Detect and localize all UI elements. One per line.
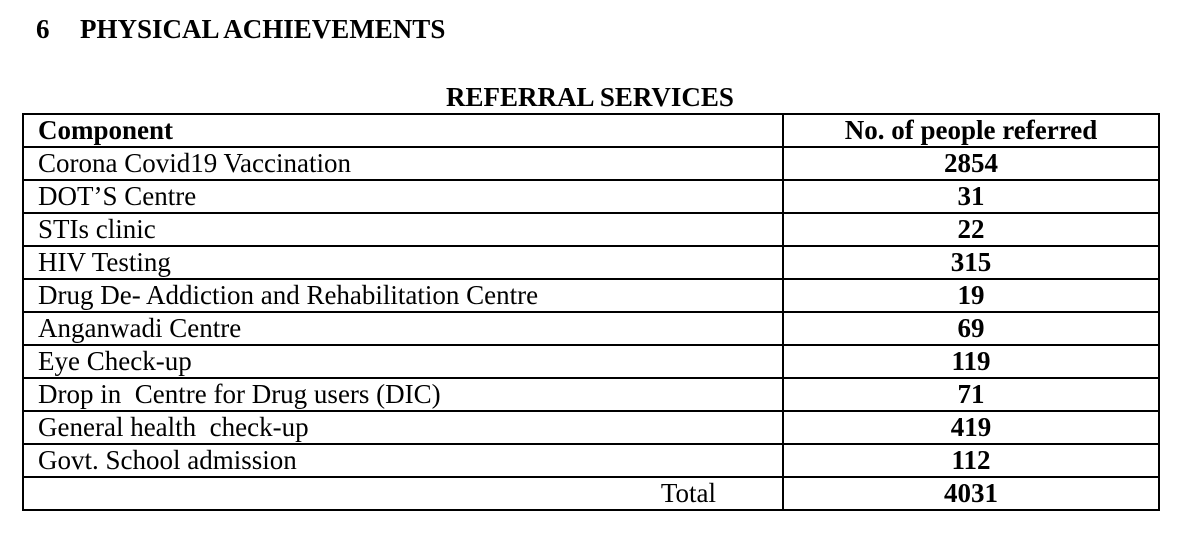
table-row [23,378,1159,411]
table-row [23,180,1159,213]
component-cell: HIV Testing [23,246,783,279]
referral-services-table [22,113,1160,511]
count-cell: 119 [783,345,1159,378]
header-people-referred: No. of people referred [783,114,1159,147]
table-row [23,213,1159,246]
count-cell: 71 [783,378,1159,411]
count-cell: 315 [783,246,1159,279]
count-cell: 419 [783,411,1159,444]
component-cell: Eye Check-up [23,345,783,378]
component-cell: Drop in Centre for Drug users (DIC) [23,378,783,411]
component-cell: Drug De- Addiction and Rehabilitation Centre [23,279,783,312]
total-label: Total [23,477,783,510]
count-cell: 69 [783,312,1159,345]
table-header-row [23,114,1159,147]
count-cell: 19 [783,279,1159,312]
count-cell: 22 [783,213,1159,246]
header-component: Component [23,114,783,147]
table-row [23,411,1159,444]
section-number: 6 [36,14,50,44]
section-title: PHYSICAL ACHIEVEMENTS [80,14,446,44]
table-row [23,444,1159,477]
component-cell: Anganwadi Centre [23,312,783,345]
total-row [23,477,1159,510]
table-row [23,246,1159,279]
table-row [23,312,1159,345]
table-title: REFERRAL SERVICES [446,82,734,112]
section-heading [36,12,445,46]
table-row [23,279,1159,312]
component-cell: DOT’S Centre [23,180,783,213]
table-row [23,345,1159,378]
count-cell: 112 [783,444,1159,477]
component-cell: STIs clinic [23,213,783,246]
component-cell: Corona Covid19 Vaccination [23,147,783,180]
table-row [23,147,1159,180]
component-cell: General health check-up [23,411,783,444]
component-cell: Govt. School admission [23,444,783,477]
count-cell: 2854 [783,147,1159,180]
total-count: 4031 [783,477,1159,510]
count-cell: 31 [783,180,1159,213]
